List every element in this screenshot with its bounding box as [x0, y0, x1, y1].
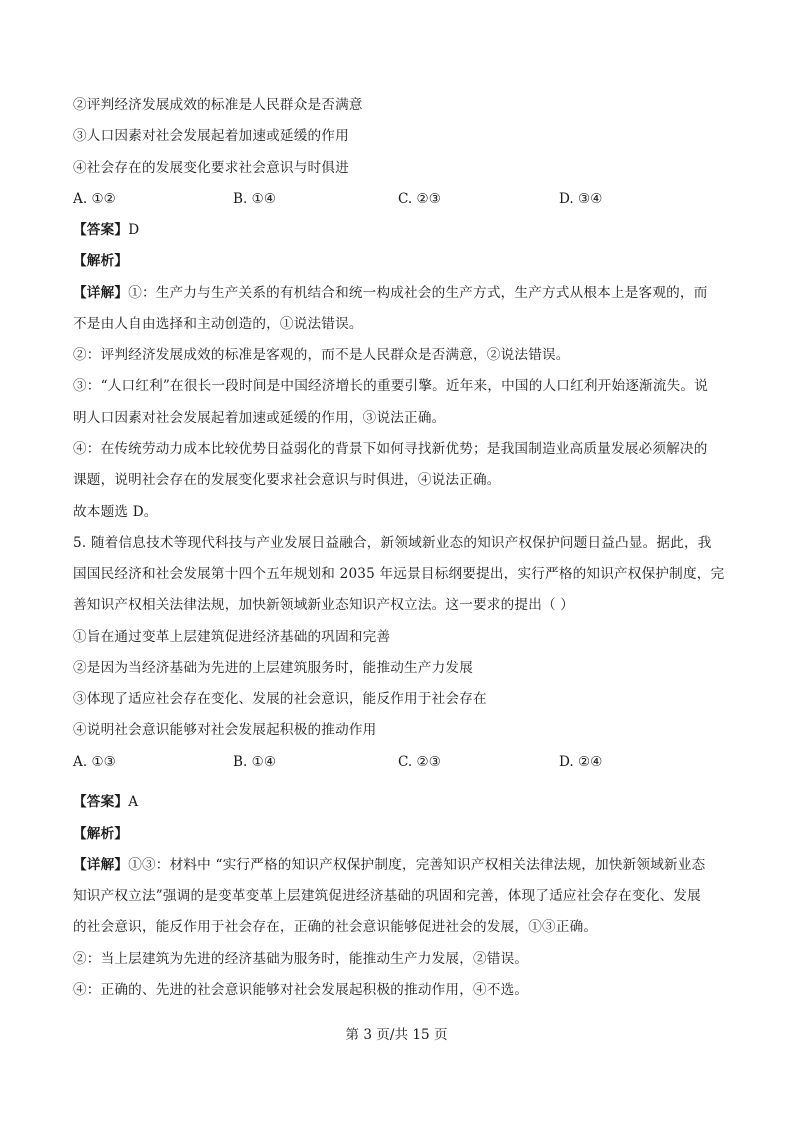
answer-value: A [128, 794, 139, 810]
q4-detail-4a: ④：在传统劳动力成本比较优势日益弱化的背景下如何寻找新优势；是我国制造业高质量发展必须解决的 [73, 441, 708, 457]
q4-detail-3b: 明人口因素对社会发展起着加速或延缓的作用，③说法正确。 [73, 410, 446, 426]
detail-tag: 【详解】 [73, 285, 129, 301]
q5-option-c: C. ②③ [398, 754, 441, 770]
detail-tag: 【详解】 [73, 857, 129, 873]
page-footer: 第 3 页/共 15 页 [345, 1027, 448, 1043]
q5-statement-1: ①旨在通过变革上层建筑促进经济基础的巩固和完善 [73, 629, 391, 645]
q5-statement-2: ②是因为当经济基础为先进的上层建筑服务时，能推动生产力发展 [73, 660, 474, 676]
q5-statement-3: ③体现了适应社会存在变化、发展的社会意识，能反作用于社会存在 [73, 691, 487, 707]
q4-conclusion: 故本题选 D。 [73, 504, 158, 520]
q5-stem-2: 国国民经济和社会发展第十四个五年规划和 2035 年远景目标纲要提出，实行严格的知识产权保护制度，完 [73, 566, 725, 582]
q4-option-b: B. ①④ [233, 191, 277, 207]
answer-tag: 【答案】 [73, 222, 129, 238]
q4-detail-1a: 【详解】①：生产力与生产关系的有机结合和统一构成社会的生产方式，生产方式从根本上是客观的，而 [73, 285, 708, 301]
q5-detail-1b: 知识产权立法”强调的是变革变革上层建筑促进经济基础的巩固和完善，体现了适应社会存在变化、发展 [73, 888, 701, 904]
q5-analysis-tag: 【解析】 [73, 826, 129, 842]
q4-statement-3: ③人口因素对社会发展起着加速或延缓的作用 [73, 128, 349, 144]
q5-option-b: B. ①④ [233, 754, 277, 770]
q5-options [73, 753, 723, 771]
q5-detail-1a: 【详解】①③：材料中 “实行严格的知识产权保护制度，完善知识产权相关法律法规，加快新领域新业态 [73, 857, 706, 873]
q4-option-d: D. ③④ [559, 191, 603, 207]
q5-statement-4: ④说明社会意识能够对社会发展起积极的推动作用 [73, 722, 377, 738]
answer-tag: 【答案】 [73, 794, 129, 810]
q5-option-a: A. ①③ [73, 754, 116, 770]
q4-option-c: C. ②③ [398, 191, 441, 207]
q4-statement-4: ④社会存在的发展变化要求社会意识与时俱进 [73, 160, 349, 176]
q5-option-d: D. ②④ [559, 754, 603, 770]
q4-options [73, 190, 723, 208]
q4-detail-4b: 课题，说明社会存在的发展变化要求社会意识与时俱进，④说法正确。 [73, 472, 501, 488]
q5-answer [73, 793, 723, 811]
q5-detail-4: ④：正确的、先进的社会意识能够对社会发展起积极的推动作用，④不选。 [73, 982, 529, 998]
q4-analysis-tag: 【解析】 [73, 253, 129, 269]
answer-value: D [128, 222, 140, 238]
q5-stem-1: 5. 随着信息技术等现代科技与产业发展日益融合，新领域新业态的知识产权保护问题日益凸显。据此，我 [73, 535, 712, 551]
q4-answer [73, 221, 723, 239]
q4-detail-3a: ③：“人口红利”在很长一段时间是中国经济增长的重要引擎。近年来，中国的人口红利开始逐渐流失。说 [73, 378, 709, 394]
q5-detail-1c: 的社会意识，能反作用于社会存在，正确的社会意识能够促进社会的发展，①③正确。 [73, 919, 598, 935]
q4-detail-2: ②：评判经济发展成效的标准是客观的，而不是人民群众是否满意，②说法错误。 [73, 347, 570, 363]
q4-statement-2: ②评判经济发展成效的标准是人民群众是否满意 [73, 97, 363, 113]
q5-detail-2: ②：当上层建筑为先进的经济基础为服务时，能推动生产力发展，②错误。 [73, 951, 529, 967]
q5-stem-3: 善知识产权相关法律法规，加快新领域新业态知识产权立法。这一要求的提出（ ） [73, 597, 575, 613]
q4-option-a: A. ①② [73, 191, 116, 207]
q4-detail-1b: 不是由人自由选择和主动创造的，①说法错误。 [73, 316, 363, 332]
